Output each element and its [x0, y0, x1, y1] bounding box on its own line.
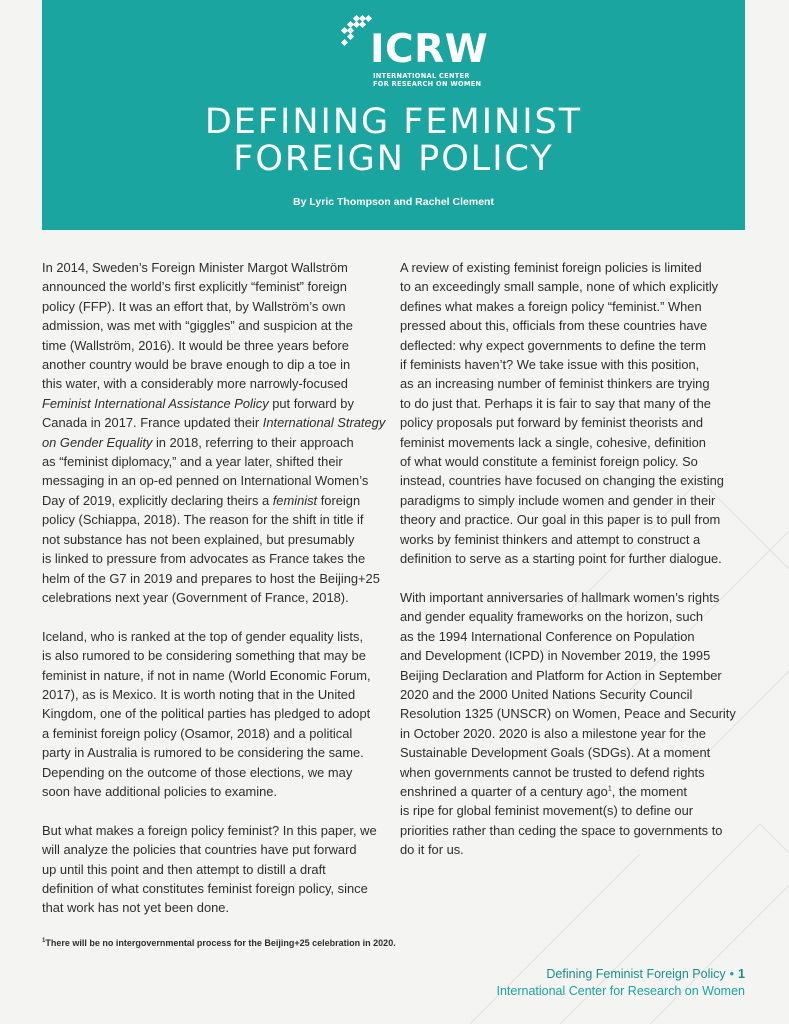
text-line: up until this point and then attempt to distill a draft — [42, 861, 326, 877]
policy-title: Feminist International Assistance Policy — [42, 395, 269, 411]
text-line — [400, 782, 748, 801]
footnote-text: There will be no intergovernmental process for the Beijing+25 celebration in 2020. — [45, 938, 396, 948]
text-fragment: enshrined a quarter of a century ago — [400, 783, 608, 799]
text-line — [42, 433, 392, 452]
text-line: another country would be brave enough to dip a toe in — [42, 357, 351, 373]
header-banner — [42, 0, 745, 230]
text-line: Beijing Declaration and Platform for Action in September — [400, 667, 722, 683]
text-line: definition to serve as a starting point for further dialogue. — [400, 551, 722, 567]
footnote — [42, 938, 742, 948]
policy-title: International Strategy — [262, 415, 386, 431]
text-line: Iceland, who is ranked at the top of gender equality lists, — [42, 628, 364, 644]
text-line: celebrations next year (Government of France, 2018). — [42, 589, 349, 605]
icrw-logo — [340, 14, 510, 88]
text-line: as an increasing number of feminist thinkers are trying — [400, 376, 710, 392]
title-line: DEFINING FEMINIST — [204, 102, 583, 142]
text-line: definition of what constitutes feminist foreign policy, since — [42, 880, 368, 896]
text-fragment: foreign — [317, 492, 361, 508]
text-fragment: Canada in 2017. France updated their — [42, 415, 263, 431]
paragraph — [400, 258, 748, 569]
text-line: policy (Schiappa, 2018). The reason for the shift in title if — [42, 512, 364, 528]
text-line: is linked to pressure from advocates as France takes the — [42, 551, 366, 567]
text-line: policy (FFP). It was an effort that, by Wallström’s own — [42, 298, 346, 314]
text-line: not substance has not been explained, but presumably — [42, 531, 355, 547]
text-line: Resolution 1325 (UNSCR) on Women, Peace and Security — [400, 706, 736, 722]
text-line: to do just that. Perhaps it is fair to say that many of the — [400, 395, 711, 411]
text-line — [42, 413, 392, 432]
text-fragment: Day of 2019, explicitly declaring theirs a — [42, 492, 273, 508]
text-line: Sustainable Development Goals (SDGs). At a moment — [400, 745, 711, 761]
emphasis: feminist — [272, 492, 318, 508]
logo-wordmark: ICRW — [370, 27, 489, 72]
right-column — [400, 258, 748, 879]
paragraph — [42, 627, 392, 802]
text-line: and Development (ICPD) in November 2019, the 1995 — [400, 648, 711, 664]
text-fragment: , the moment — [611, 783, 687, 799]
paragraph — [400, 588, 748, 860]
page-title — [42, 104, 745, 178]
text-line: when governments cannot be trusted to defend rights — [400, 764, 705, 780]
title-line: FOREIGN POLICY — [233, 139, 554, 179]
text-line: 2020 and the 2000 United Nations Security Council — [400, 686, 693, 702]
text-line: paradigms to simply include women and gender in their — [400, 492, 716, 508]
logo-subtitle-line: INTERNATIONAL CENTER — [373, 72, 470, 80]
text-line: feminist in nature, if not in name (World Economic Forum, — [42, 667, 371, 683]
text-fragment: in 2018, referring to their approach — [152, 434, 354, 450]
text-line: admission, was met with “giggles” and suspicion at the — [42, 318, 353, 334]
text-line: 2017), as is Mexico. It is worth noting that in the United — [42, 686, 356, 702]
byline: By Lyric Thompson and Rachel Clement — [293, 196, 494, 208]
logo-diamonds-icon — [340, 14, 374, 54]
text-line: time (Wallström, 2016). It would be three years before — [42, 337, 349, 353]
text-line: party in Australia is rumored to be considering the same. — [42, 745, 364, 761]
footer-organization: International Center for Research on Women — [496, 984, 745, 998]
text-line: this water, with a considerably more narrowly-focused — [42, 376, 348, 392]
text-line: of what would constitute a feminist foreign policy. So — [400, 454, 698, 470]
text-line: pressed about this, officials from these countries have — [400, 318, 708, 334]
text-line: With important anniversaries of hallmark women’s rights — [400, 589, 720, 605]
text-line: But what makes a foreign policy feminist? In this paper, we — [42, 822, 377, 838]
text-line: a feminist foreign policy (Osamor, 2018) and a political — [42, 725, 353, 741]
text-line: if feminists haven’t? We take issue with this position, — [400, 357, 700, 373]
text-line — [42, 394, 392, 413]
logo-subtitle — [373, 72, 513, 88]
text-line: helm of the G7 in 2019 and prepares to host the Beijing+25 — [42, 570, 380, 586]
text-line: instead, countries have focused on changing the existing — [400, 473, 724, 489]
text-line: to an exceedingly small sample, none of which explicitly — [400, 279, 719, 295]
text-line: soon have additional policies to examine. — [42, 783, 278, 799]
page-footer — [496, 966, 745, 1000]
text-line: priorities rather than ceding the space to governments to — [400, 822, 723, 838]
text-fragment: put forward by — [268, 395, 354, 411]
text-line: is ripe for global feminist movement(s) to define our — [400, 803, 694, 819]
text-line: defines what makes a foreign policy “feminist.” When — [400, 298, 702, 314]
footer-separator: • — [729, 967, 735, 981]
text-line: A review of existing feminist foreign policies is limited — [400, 260, 702, 275]
text-line: In 2014, Sweden’s Foreign Minister Margot Wallström — [42, 260, 348, 275]
text-line: theory and practice. Our goal in this paper is to pull from — [400, 512, 721, 528]
policy-title: on Gender Equality — [42, 434, 153, 450]
text-line — [42, 491, 392, 510]
text-line: announced the world’s first explicitly “feminist” foreign — [42, 279, 347, 295]
footnote-ref[interactable]: 1 — [607, 785, 612, 793]
paragraph — [42, 258, 392, 607]
text-line: is also rumored to be considering something that may be — [42, 648, 366, 664]
text-line: feminist movements lack a single, cohesive, definition — [400, 434, 706, 450]
text-line: deflected: why expect governments to define the term — [400, 337, 706, 353]
text-line: Depending on the outcome of those elections, we may — [42, 764, 353, 780]
text-line: Kingdom, one of the political parties has pledged to adopt — [42, 706, 371, 722]
text-line: in October 2020. 2020 is also a milestone year for the — [400, 725, 706, 741]
text-line: will analyze the policies that countries have put forward — [42, 842, 357, 858]
text-line: that work has not yet been done. — [42, 900, 230, 916]
text-line: as the 1994 International Conference on Population — [400, 628, 695, 644]
text-line: policy proposals put forward by feminist theorists and — [400, 415, 704, 431]
text-line: works by feminist thinkers and attempt to construct a — [400, 531, 701, 547]
text-line: as “feminist diplomacy,” and a year later, shifted their — [42, 454, 343, 470]
text-line: messaging in an op-ed penned on International Women’s — [42, 473, 369, 489]
page-number: 1 — [738, 967, 745, 981]
footer-doc-title: Defining Feminist Foreign Policy — [546, 967, 726, 981]
footnote-marker: 1 — [42, 938, 46, 944]
paragraph — [42, 821, 392, 918]
logo-subtitle-line: FOR RESEARCH ON WOMEN — [373, 80, 482, 88]
text-line: and gender equality frameworks on the horizon, such — [400, 609, 704, 625]
text-line: do it for us. — [400, 842, 464, 858]
left-column — [42, 258, 392, 937]
